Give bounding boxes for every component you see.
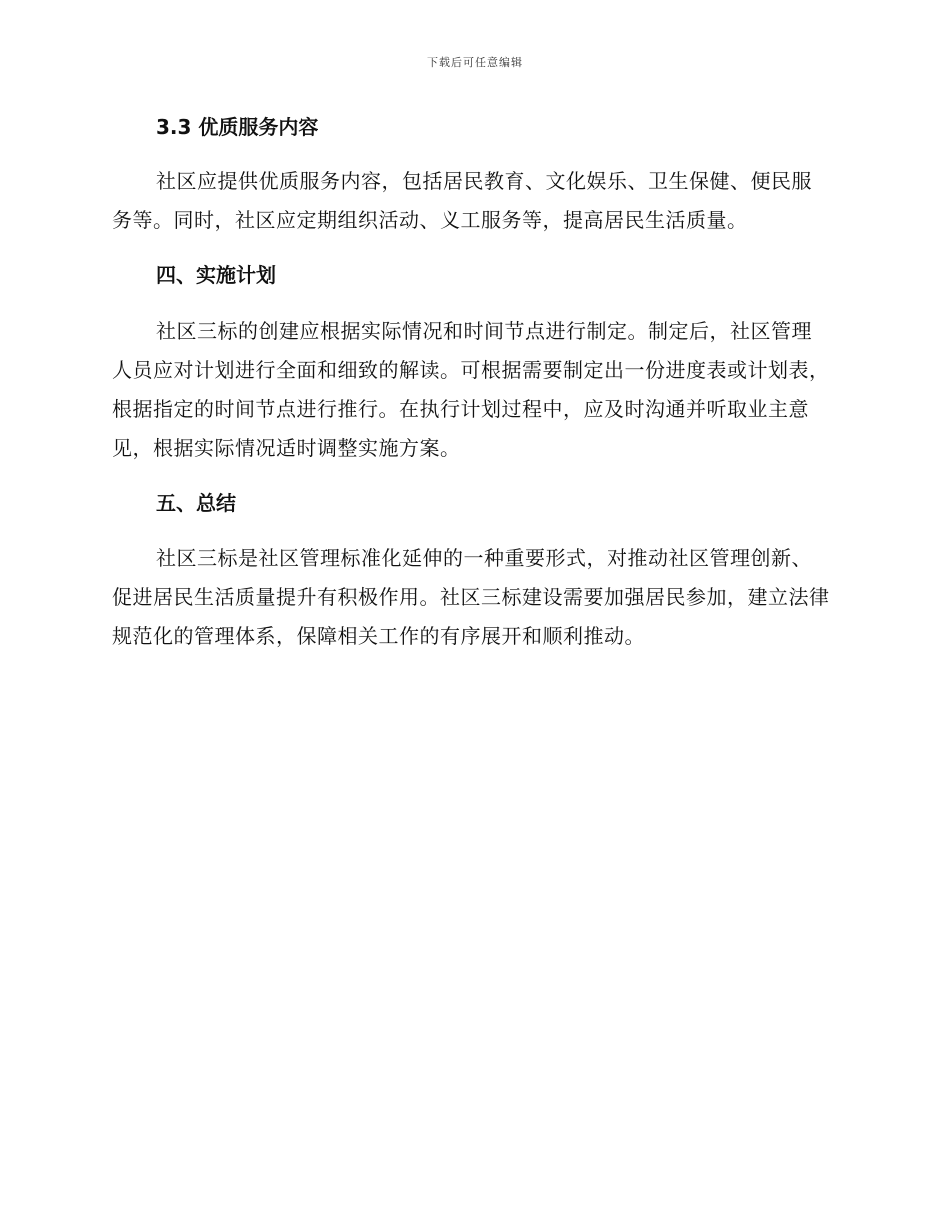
section-heading-plan: 四、实施计划 — [156, 263, 276, 287]
document-body — [112, 112, 832, 656]
section-heading-service: 3.3 优质服务内容 — [156, 115, 319, 139]
section-heading-summary: 五、总结 — [156, 491, 236, 515]
section-paragraph-summary: 社区三标是社区管理标准化延伸的一种重要形式，对推动社区管理创新、促进居民生活质量提升有积极作用。社区三标建设需要加强居民参加，建立法律规范化的管理体系，保障相关工作的有序展开和顺利推动。 — [112, 546, 830, 648]
section-paragraph-plan: 社区三标的创建应根据实际情况和时间节点进行制定。制定后，社区管理人员应对计划进行全面和细致的解读。可根据需要制定出一份进度表或计划表，根据指定的时间节点进行推行。在执行计划过程中，应及时沟通并听取业主意见，根据实际情况适时调整实施方案。 — [112, 319, 830, 460]
section-paragraph-service: 社区应提供优质服务内容，包括居民教育、文化娱乐、卫生保健、便民服务等。同时，社区应定期组织活动、义工服务等，提高居民生活质量。 — [112, 169, 812, 232]
page-header: 下载后可任意编辑 — [427, 56, 523, 69]
